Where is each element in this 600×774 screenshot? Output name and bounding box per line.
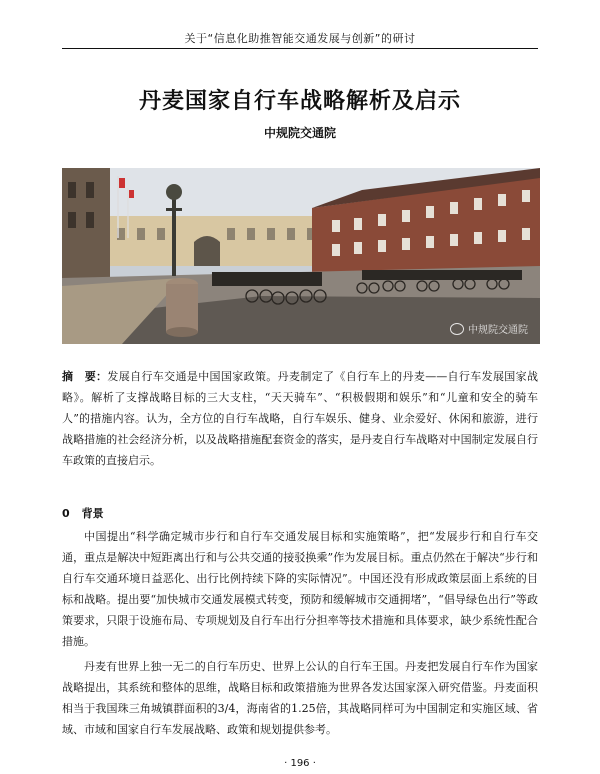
header-rule <box>62 48 538 49</box>
section-heading <box>62 505 116 521</box>
running-head: 关于“信息化助推智能交通发展与创新”的研讨 <box>184 32 416 45</box>
paragraph: 丹麦有世界上独一无二的自行车历史、世界上公认的自行车王国。丹麦把发展自行车作为国家战略提出，其系统和整体的思维，战略目标和政策措施为世界各发达国家深入研究借鉴。丹麦面积相当于我国珠三角城镇群面积的3/4，海南省的1.25倍，其战略同样可为中国制定和实施区域、省域、市域和国家自行车发展战略、政策和规划提供参考。 <box>62 660 538 736</box>
body-text <box>62 526 538 744</box>
abstract-text: 发展自行车交通是中国国家政策。丹麦制定了《自行车上的丹麦——自行车发展国家战略》。解析了支撑战略目标的三大支柱，“天天骑车”、“积极假期和娱乐”和“儿童和安全的骑车人”的措施内容。认为，全方位的自行车战略，自行车娱乐、健身、业余爱好、休闲和旅游，进行战略措施的社会经济分析，以及战略措施配套资金的落实，是丹麦自行车战略对中国制定发展自行车政策的直接启示。 <box>62 370 539 467</box>
abstract-label: 摘 要： <box>62 370 108 383</box>
section-title: 背景 <box>81 507 104 520</box>
article-photo <box>62 168 540 344</box>
paragraph: 中国提出“科学确定城市步行和自行车交通发展目标和实施策略”，把“发展步行和自行车交通，重点是解决中短距离出行和与公共交通的接驳换乘”作为发展目标。重点仍然在于解决“步行和自行车交通环境日益恶化、出行比例持续下降的实际情况”。中国还没有形成政策层面上系统的目标和战略。提出要“加快城市交通发展模式转变，预防和缓解城市交通拥堵”，“倡导绿色出行”等政策要求，只限于设施布局、专项规划及自行车出行分担率等技术措施和具体要求，缺少系统性配合措施。 <box>62 530 538 648</box>
article-title: 丹麦国家自行车战略解析及启示 <box>138 89 461 114</box>
article-author: 中规院交通院 <box>263 126 336 140</box>
page-number: · 196 · <box>284 758 316 769</box>
wechat-icon <box>450 323 464 335</box>
abstract <box>62 366 538 471</box>
photo-watermark <box>450 321 528 336</box>
section-number: 0 <box>62 507 70 520</box>
copenhagen-square-illustration <box>62 168 540 344</box>
watermark-text: 中规院交通院 <box>468 325 528 336</box>
